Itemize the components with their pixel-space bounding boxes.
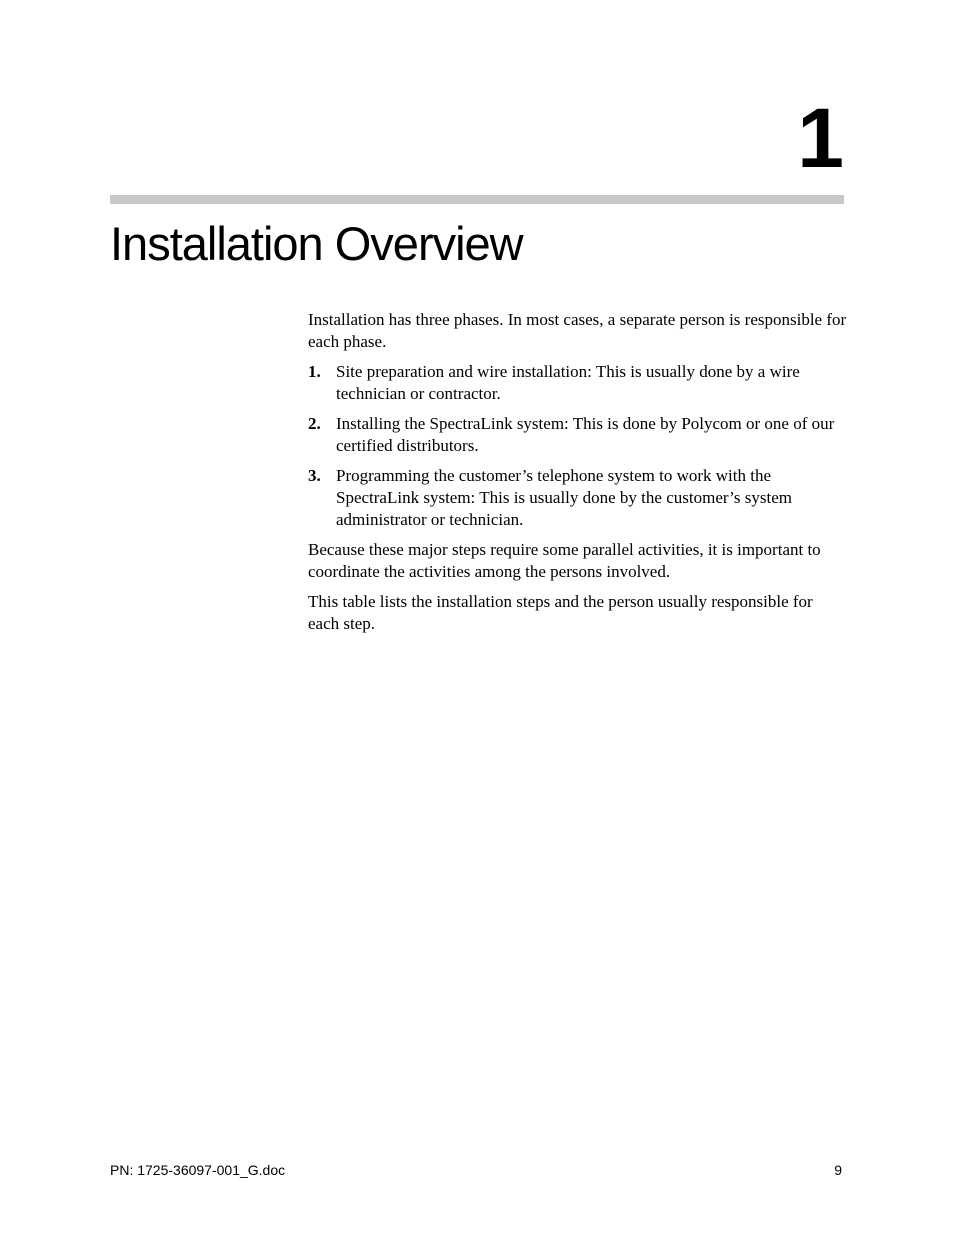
- list-item-text: Site preparation and wire installation: This is usually done by a wire technician or contractor.: [336, 362, 800, 403]
- table-intro-paragraph: This table lists the installation steps and the person usually responsible for each step.: [308, 592, 813, 633]
- list-item: [308, 413, 848, 457]
- footer-page-number: 9: [834, 1162, 842, 1178]
- list-item-number: 1.: [308, 362, 321, 381]
- footer-document-id: PN: 1725-36097-001_G.doc: [110, 1162, 286, 1178]
- chapter-number: 1: [797, 91, 844, 185]
- intro-paragraph: Installation has three phases. In most cases, a separate person is responsible for each phase.: [308, 310, 847, 351]
- list-item-number: 2.: [308, 414, 321, 433]
- list-item: [308, 465, 848, 531]
- coordination-paragraph: Because these major steps require some parallel activities, it is important to coordinate the activities among the persons involved.: [308, 540, 821, 581]
- chapter-divider: [110, 195, 844, 204]
- list-item-text: Programming the customer’s telephone system to work with the SpectraLink system: This is usually done by the customer’s system administrator or technician.: [336, 466, 792, 529]
- list-item-text: Installing the SpectraLink system: This is done by Polycom or one of our certified distributors.: [336, 414, 835, 455]
- list-item-number: 3.: [308, 466, 321, 485]
- installation-phases-list: [308, 361, 848, 531]
- body-content: [308, 309, 848, 643]
- list-item: [308, 361, 848, 405]
- chapter-title: Installation Overview: [110, 217, 523, 270]
